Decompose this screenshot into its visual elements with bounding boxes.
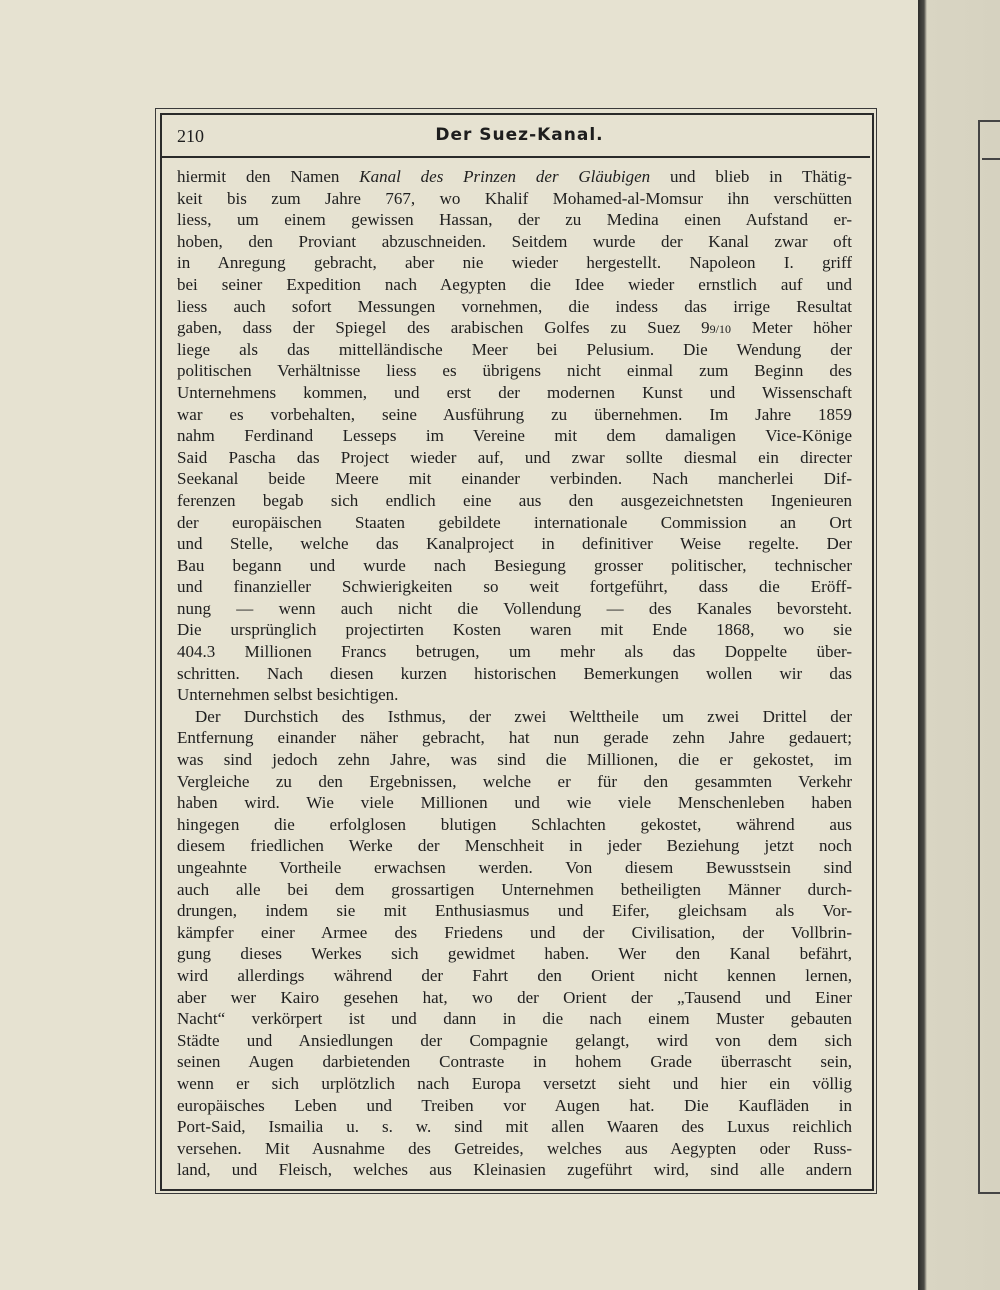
text-line: ferenzen begab sich endlich eine aus den ausgezeichnetsten Ingenieuren <box>177 490 852 510</box>
text-line: kämpfer einer Armee des Friedens und der Civilisation, der Vollbrin- <box>177 922 852 942</box>
text-segment: Meter höher <box>731 318 852 338</box>
text-line: der europäischen Staaten gebildete internationale Commission an Ort <box>177 512 852 532</box>
text-line: Said Pascha das Project wieder auf, und zwar sollte diesmal ein directer <box>177 447 852 467</box>
text-line: was sind jedoch zehn Jahre, was sind die Millionen, die er gekostet, im <box>177 750 852 770</box>
text-line: diesem friedlichen Werke der Menschheit in jeder Beziehung jetzt noch <box>177 836 852 856</box>
text-line: Bau begann und wurde nach Besiegung grosser politischer, technischer <box>177 555 852 575</box>
text-line: Unternehmen selbst besichtigen. <box>177 685 399 705</box>
text-line: Der Durchstich des Isthmus, der zwei Welttheile um zwei Drittel der <box>195 706 852 726</box>
text-line: in Anregung gebracht, aber nie wieder hergestellt. Napoleon I. griff <box>177 253 852 273</box>
text-line: liess, um einem gewissen Hassan, der zu Medina einen Aufstand er- <box>177 210 852 230</box>
text-segment: gaben, dass der Spiegel des arabischen Golfes zu Suez 9 <box>177 318 710 338</box>
text-line: land, und Fleisch, welches aus Kleinasien zugeführt wird, sind alle andern <box>177 1160 852 1180</box>
page-number: 210 <box>177 126 204 146</box>
text-line: Die ursprünglich projectirten Kosten waren mit Ende 1868, wo sie <box>177 620 852 640</box>
text-line: ungeahnte Vortheile erwachsen werden. Von diesem Bewusstsein sind <box>177 858 852 877</box>
text-line <box>177 317 852 339</box>
text-line: versehen. Mit Ausnahme des Getreides, welches aus Aegypten oder Russ- <box>177 1138 852 1158</box>
text-line: nung — wenn auch nicht die Vollendung — des Kanales bevorsteht. <box>177 598 852 618</box>
text-line: wird allerdings während der Fahrt den Orient nicht kennen lernen, <box>177 965 852 985</box>
text-line: Unternehmens kommen, und erst der modernen Kunst und Wissenschaft <box>177 382 852 402</box>
text-line: aber wer Kairo gesehen hat, wo der Orient der „Tausend und Einer <box>177 987 852 1007</box>
running-title: Der Suez-Kanal. <box>435 125 604 145</box>
text-line: 404.3 Millionen Francs betrugen, um mehr als das Doppelte über- <box>177 642 852 662</box>
text-line: seinen Augen darbietenden Contraste in hohem Grade überrascht sein, <box>177 1052 852 1072</box>
text-line: und finanzieller Schwierigkeiten so weit fortgeführt, dass die Eröff- <box>177 577 852 597</box>
text-line: drungen, indem sie mit Enthusiasmus und Eifer, gleichsam als Vor- <box>177 901 852 921</box>
text-line: keit bis zum Jahre 767, wo Khalif Mohamed-al-Momsur ihn verschütten <box>177 188 852 208</box>
text-line: wenn er sich urplötzlich nach Europa versetzt sieht und hier ein völlig <box>177 1073 852 1093</box>
page-header <box>173 122 866 152</box>
text-line: war es vorbehalten, seine Ausführung zu übernehmen. Im Jahre 1859 <box>177 404 852 424</box>
text-line: Seekanal beide Meere mit einander verbinden. Nach mancherlei Dif- <box>177 469 852 489</box>
text-line: liege als das mittelländische Meer bei Pelusium. Die Wendung der <box>177 339 852 359</box>
text-line: auch alle bei dem grossartigen Unternehmen betheiligten Männer durch- <box>177 879 852 899</box>
text-line: europäisches Leben und Treiben vor Augen hat. Die Kaufläden in <box>177 1095 852 1115</box>
text-line: hoben, den Proviant abzuschneiden. Seitdem wurde der Kanal zwar oft <box>177 231 852 251</box>
text-line <box>177 166 852 188</box>
text-line: liess auch sofort Messungen vornehmen, die indess das irrige Resultat <box>177 296 852 316</box>
text-line: politischen Verhältnisse liess es übrigens nicht einmal zum Beginn des <box>177 361 852 381</box>
text-line: Port-Said, Ismailia u. s. w. sind mit allen Waaren des Luxus reichlich <box>177 1117 852 1137</box>
text-line: schritten. Nach diesen kurzen historischen Bemerkungen wollen wir das <box>177 663 852 683</box>
italic-name: Kanal des Prinzen der Gläubigen <box>359 167 651 186</box>
text-line: nahm Ferdinand Lesseps im Vereine mit dem damaligen Vice-Könige <box>177 426 852 446</box>
text-segment: hiermit den Namen <box>177 167 360 186</box>
facing-page-header-rule <box>982 158 1000 160</box>
facing-page-frame <box>978 120 1000 1194</box>
header-rule <box>162 156 870 158</box>
text-line: gung dieses Werkes sich gewidmet haben. Wer den Kanal befährt, <box>177 944 852 964</box>
text-line: Städte und Ansiedlungen der Compagnie gelangt, wird von dem sich <box>177 1030 852 1050</box>
text-line: und Stelle, welche das Kanalproject in definitiver Weise regelte. Der <box>177 534 852 554</box>
text-line: bei seiner Expedition nach Aegypten die Idee wieder ernstlich auf und <box>177 274 852 294</box>
text-line: Entfernung einander näher gebracht, hat nun gerade zehn Jahre gedauert; <box>177 728 852 748</box>
fraction: 9/10 <box>709 322 731 337</box>
text-line: Vergleiche zu den Ergebnissen, welche er für den gesammten Verkehr <box>177 771 852 791</box>
text-line: hingegen die erfolglosen blutigen Schlachten gekostet, während aus <box>177 814 852 834</box>
text-line: Nacht“ verkörpert ist und dann in die nach einem Muster gebauten <box>177 1009 852 1029</box>
body-text <box>177 166 852 1181</box>
text-line: haben wird. Wie viele Millionen und wie viele Menschenleben haben <box>177 793 852 813</box>
text-segment: und blieb in Thätig- <box>650 167 852 186</box>
